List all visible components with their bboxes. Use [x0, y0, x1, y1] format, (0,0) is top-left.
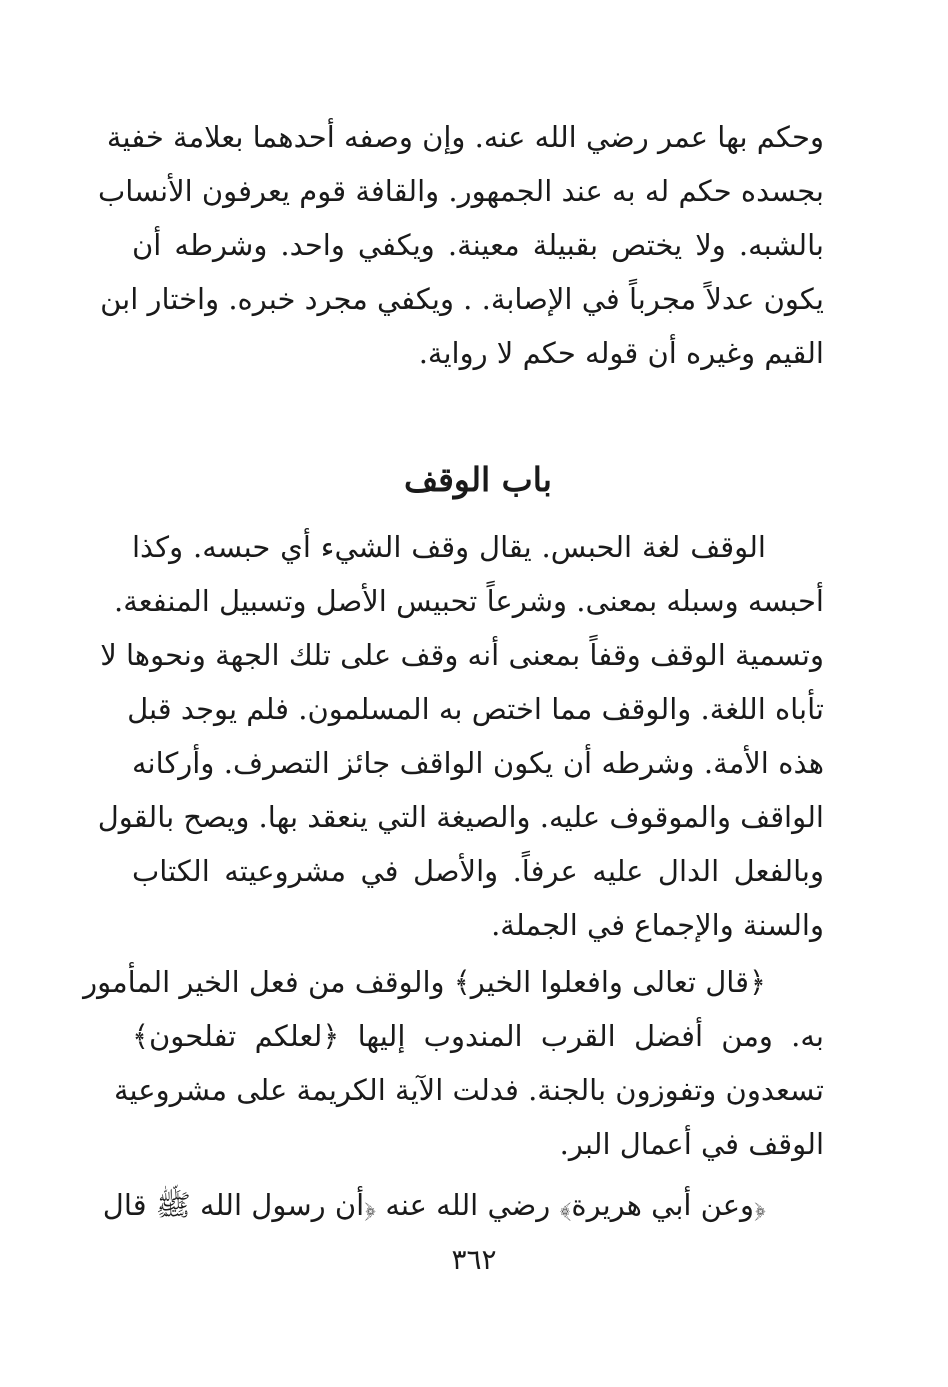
text-line: ﴿قال تعالى وافعلوا الخير﴾ والوقف من فعل الخير المأمور: [83, 965, 766, 999]
text-line: والسنة والإجماع في الجملة.: [491, 908, 824, 942]
text-line: به. ومن أفضل القرب المندوب إليها ﴿لعلكم تفلحون﴾: [132, 1019, 824, 1053]
text-line: يكون عدلاً مجرباً في الإصابة. . ويكفي مجرد خبره. واختار ابن: [100, 282, 824, 316]
text-line: ﴿وعن أبي هريرة﴾ رضي الله عنه ﴿أن رسول الله ﷺ قال: [102, 1188, 766, 1222]
text-line: وحكم بها عمر رضي الله عنه. وإن وصفه أحدهما بعلامة خفية: [106, 120, 824, 154]
paragraph-waqf-definition: [97, 520, 824, 952]
text-line: تسعدون وتفوزون بالجنة. فدلت الآية الكريمة على مشروعية: [114, 1073, 824, 1107]
text-line: هذه الأمة. وشرطه أن يكون الواقف جائز التصرف. وأركانه: [132, 746, 824, 780]
text-line: الوقف لغة الحبس. يقال وقف الشيء أي حبسه. وكذا: [132, 530, 766, 564]
text-line: وبالفعل الدال عليه عرفاً. والأصل في مشروعيته الكتاب: [132, 854, 824, 888]
text-line: بجسده حكم له به عند الجمهور. والقافة قوم يعرفون الأنساب: [97, 174, 824, 208]
text-line: الوقف في أعمال البر.: [559, 1127, 824, 1161]
text-line: أحبسه وسبله بمعنى. وشرعاً تحبيس الأصل وتسبيل المنفعة.: [114, 584, 824, 618]
text-line: تأباه اللغة. والوقف مما اختص به المسلمون. فلم يوجد قبل: [127, 692, 824, 726]
section-heading: باب الوقف: [403, 460, 552, 499]
text-line: القيم وغيره أن قوله حكم لا رواية.: [418, 336, 824, 370]
paragraph-hadith: [102, 1178, 824, 1232]
paragraph-intro: [97, 110, 824, 380]
text-line: الواقف والموقوف عليه. والصيغة التي ينعقد بها. ويصح بالقول: [97, 800, 824, 834]
page-number: ٣٦٢: [451, 1243, 497, 1276]
text-line: وتسمية الوقف وقفاً بمعنى أنه وقف على تلك الجهة ونحوها لا: [100, 638, 824, 672]
paragraph-verse: [83, 955, 824, 1171]
text-line: بالشبه. ولا يختص بقبيلة معينة. ويكفي واحد. وشرطه أن: [132, 228, 824, 262]
